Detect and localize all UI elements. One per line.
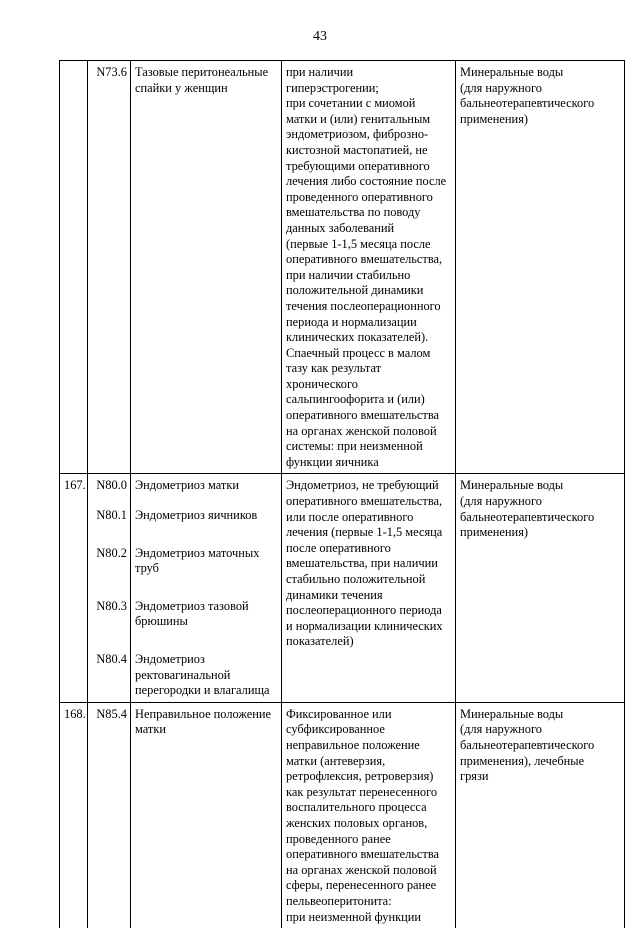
condition-line: матки и (или) генитальным <box>286 111 431 126</box>
row-number: 168. <box>64 706 86 721</box>
diagnosis-name: Тазовые перитонеальные спайки у женщин <box>135 65 269 95</box>
condition-line: хронического <box>286 376 358 391</box>
factor-line: Минеральные воды <box>460 706 564 721</box>
diagnosis-name: Неправильное положение матки <box>135 706 272 737</box>
factor-line: грязи <box>460 769 489 784</box>
page-number: 43 <box>313 29 327 44</box>
condition-line: периода и нормализации <box>286 314 417 329</box>
icd-code: N80.4 <box>96 652 127 666</box>
condition-line: послеоперационного периода <box>286 603 442 618</box>
icd-code: N80.1 <box>96 508 127 523</box>
condition-line: проведенного ранее <box>286 831 391 846</box>
condition-line: пельвеоперитонита: <box>286 893 392 908</box>
condition-line: оперативного вмешательства, <box>286 252 443 267</box>
diagnosis-name: Эндометриоз яичников <box>135 508 258 523</box>
page-bottom-edge <box>59 896 625 897</box>
condition-line: гиперэстрогении; <box>286 80 379 95</box>
condition-line: клинических показателей). <box>286 330 429 345</box>
factor-line: Минеральные воды <box>460 65 564 79</box>
icd-code: N80.0 <box>96 478 127 493</box>
table-row <box>60 702 625 928</box>
diagnosis-name-cell <box>131 61 282 474</box>
table-row <box>60 474 625 702</box>
factor-line: применения) <box>460 111 529 126</box>
condition-line: на органах женской половой <box>286 862 437 877</box>
condition-line: показателей) <box>286 634 354 649</box>
factor-line: применения), лечебные <box>460 753 585 768</box>
condition-line: вмешательства по поводу <box>286 205 421 220</box>
factor-line: бальнеотерапевтического <box>460 509 595 524</box>
condition-line: вмешательства, при наличии <box>286 556 438 571</box>
icd-code-cell <box>88 474 131 702</box>
row-number: 167. <box>64 478 86 493</box>
condition-line: при наличии <box>286 65 354 79</box>
condition-line: динамики течения <box>286 587 383 602</box>
condition-line: оперативного вмешательства, <box>286 494 443 509</box>
condition-line: при неизменной функции <box>286 909 422 924</box>
condition-line: тазу как результат <box>286 361 382 376</box>
condition-line: стабильно положительной <box>286 572 426 586</box>
condition-cell <box>282 474 456 702</box>
condition-line: субфиксированное <box>286 722 385 737</box>
condition-line: ретрофлексия, ретроверзия) <box>286 769 434 784</box>
factor-line: применения) <box>460 525 529 540</box>
factor-line: (для наружного <box>460 80 542 95</box>
icd-code: N85.4 <box>96 706 127 721</box>
condition-line: лечения либо состояние после <box>286 174 447 189</box>
factor-line: (для наружного <box>460 494 542 509</box>
condition-line: данных заболеваний <box>286 220 395 235</box>
condition-line: (первые 1-1,5 месяца после <box>286 236 431 251</box>
condition-line: положительной динамики <box>286 283 424 298</box>
diagnosis-name: Эндометриоз тазовой брюшины <box>135 598 249 629</box>
condition-line: оперативного вмешательства <box>286 847 440 862</box>
condition-line: или после оперативного <box>286 509 414 524</box>
condition-line: функции яичника <box>286 454 379 469</box>
condition-line: Эндометриоз, не требующий <box>286 478 439 493</box>
row-number-cell <box>60 474 88 702</box>
condition-line: матки (антеверзия, <box>286 753 386 768</box>
condition-line: требующими оперативного <box>286 158 430 173</box>
condition-line: лечения (первые 1-1,5 месяца <box>286 525 443 540</box>
condition-line: кистозной мастопатией, не <box>286 142 428 157</box>
diagnosis-name-cell <box>131 702 282 928</box>
condition-line: неправильное положение <box>286 737 420 752</box>
condition-line: при наличии стабильно <box>286 267 411 282</box>
icd-code: N80.2 <box>96 545 127 560</box>
condition-cell <box>282 702 456 928</box>
indications-table <box>59 60 625 928</box>
condition-line: проведенного оперативного <box>286 189 433 204</box>
condition-line: Спаечный процесс в малом <box>286 345 431 360</box>
condition-line: как результат перенесенного <box>286 784 438 799</box>
condition-line: воспалительного процесса <box>286 800 427 815</box>
icd-code-cell <box>88 702 131 928</box>
table-row <box>60 61 625 474</box>
condition-line: сальпингоофорита и (или) <box>286 392 425 407</box>
diagnosis-name: Эндометриоз маточных труб <box>135 545 260 576</box>
icd-code: N80.3 <box>96 598 127 613</box>
diagnosis-name-cell <box>131 474 282 702</box>
condition-line: на органах женской половой <box>286 423 437 438</box>
condition-line: течения послеоперационного <box>286 298 441 313</box>
therapeutic-factor-cell <box>456 61 625 474</box>
row-number-cell <box>60 61 88 474</box>
condition-line: сферы, перенесенного ранее <box>286 878 437 893</box>
row-number-cell <box>60 702 88 928</box>
condition-line: при сочетании с миомой <box>286 96 416 111</box>
factor-line: бальнеотерапевтического <box>460 737 595 752</box>
factor-line: бальнеотерапевтического <box>460 96 595 111</box>
icd-code-cell <box>88 61 131 474</box>
condition-line: системы: при неизменной <box>286 439 423 454</box>
condition-cell <box>282 61 456 474</box>
condition-line: Фиксированное или <box>286 706 392 721</box>
condition-line: эндометриозом, фиброзно- <box>286 127 429 142</box>
diagnosis-name: Эндометриоз ректовагинальной перегородки и влагалища <box>135 652 270 698</box>
therapeutic-factor-cell <box>456 474 625 702</box>
factor-line: Минеральные воды <box>460 478 564 493</box>
condition-line: женских половых органов, <box>286 815 428 830</box>
therapeutic-factor-cell <box>456 702 625 928</box>
factor-line: (для наружного <box>460 722 542 737</box>
icd-code: N73.6 <box>96 65 127 79</box>
condition-line: оперативного вмешательства <box>286 408 440 423</box>
condition-line: после оперативного <box>286 540 391 555</box>
condition-line: и нормализации клинических <box>286 618 443 633</box>
diagnosis-name: Эндометриоз матки <box>135 478 239 493</box>
